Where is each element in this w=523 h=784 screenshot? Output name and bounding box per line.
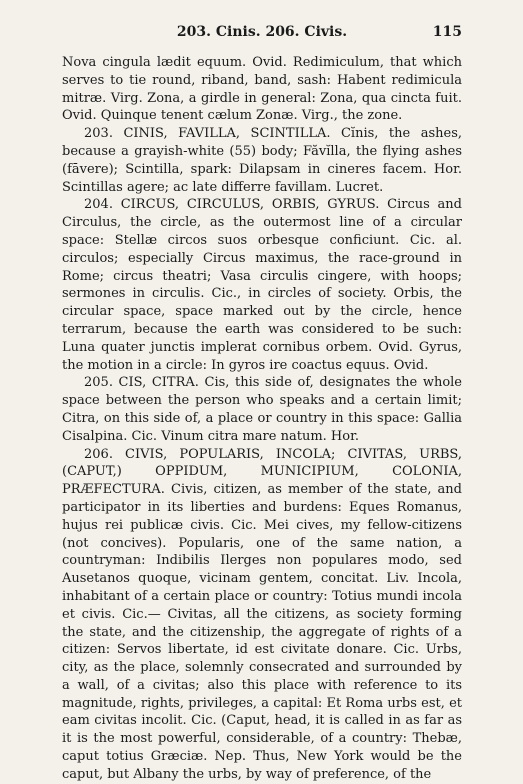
running-title: 203. Cinis. 206. Civis. [176, 24, 348, 40]
book-page [62, 24, 462, 784]
paragraph-204-circus: 204. CIRCUS, CIRCULUS, ORBIS, GYRUS. Circus and Circulus, the circle, as the outermost line of a circular space: Stellæ circos suos orbesque conficiunt. Cic. al. circulos; especially Circus maximus, the race-ground in Rome; circus theatri; Vasa circulis cingere, with hoops; sermones in circulis. Cic., in circles of society. Orbis, the circular space, space marked out by the circle, hence terrarum, because the earth was considered to be such: Luna quater junctis implerat cornibus orbem. Ovid. Gyrus, the motion in a circle: In gyros ire coactus equus. Ovid. [62, 197, 462, 373]
paragraph-205-cis: 205. CIS, CITRA. Cis, this side of, designates the whole space between the person who speaks and a certain limit; Citra, on this side of, a place or country in this space: Gallia Cisalpina. Cic. Vinum citra mare natum. Hor. [62, 375, 462, 444]
page-number: 115 [432, 24, 462, 40]
body-text [62, 54, 462, 784]
paragraph-continuation: Nova cingula lædit equum. Ovid. Redimiculum, that which serves to tie round, riband, band, sash: Habent redimicula mitræ. Virg. Zona, a girdle in general: Zona, qua cincta fuit. Ovid. Quinque tenent cælum Zonæ. Virg., the zone. [62, 55, 462, 124]
paragraph-206-civis: 206. CIVIS, POPULARIS, INCOLA; CIVITAS, URBS, (CAPUT,) OPPIDUM, MUNICIPIUM, COLONIA, PRÆFECTURA. Civis, citizen, as member of the state, and participator in its liberties and burdens: Eques Romanus, hujus rei publicæ civis. Cic. Mei cives, my fellow-citizens (not concives). Popularis, one of the same nation, a countryman: Indibilis Ilerges non populares modo, sed Ausetanos quoque, vicinam gentem, concitat. Liv. Incola, inhabitant of a certain place or country: Totius mundi incola et civis. Cic.— Civitas, all the citizens, as society forming the state, and the citizenship, the aggregate of rights of a citizen: Servos libertate, id est civitate donare. Cic. Urbs, city, as the place, solemnly consecrated and surrounded by a wall, of a civitas; also this place with reference to its magnitude, rights, privileges, a capital: Et Roma urbs est, et eam civitas incolit. Cic. (Caput, head, it is called in as far as it is the most powerful, considerable, of a country: Thebæ, caput totius Græciæ. Nep. Thus, New York would be the caput, but Albany the urbs, by way of preference, of the [62, 446, 462, 782]
paragraph-203-cinis: 203. CINIS, FAVILLA, SCINTILLA. Cĭnis, the ashes, because a grayish-white (55) body; Făvĭlla, the flying ashes (fāvere); Scintilla, spark: Dilapsam in cineres facem. Hor. Scintillas agere; ac late differre favillam. Lucret. [62, 126, 462, 195]
page-header [62, 24, 462, 54]
